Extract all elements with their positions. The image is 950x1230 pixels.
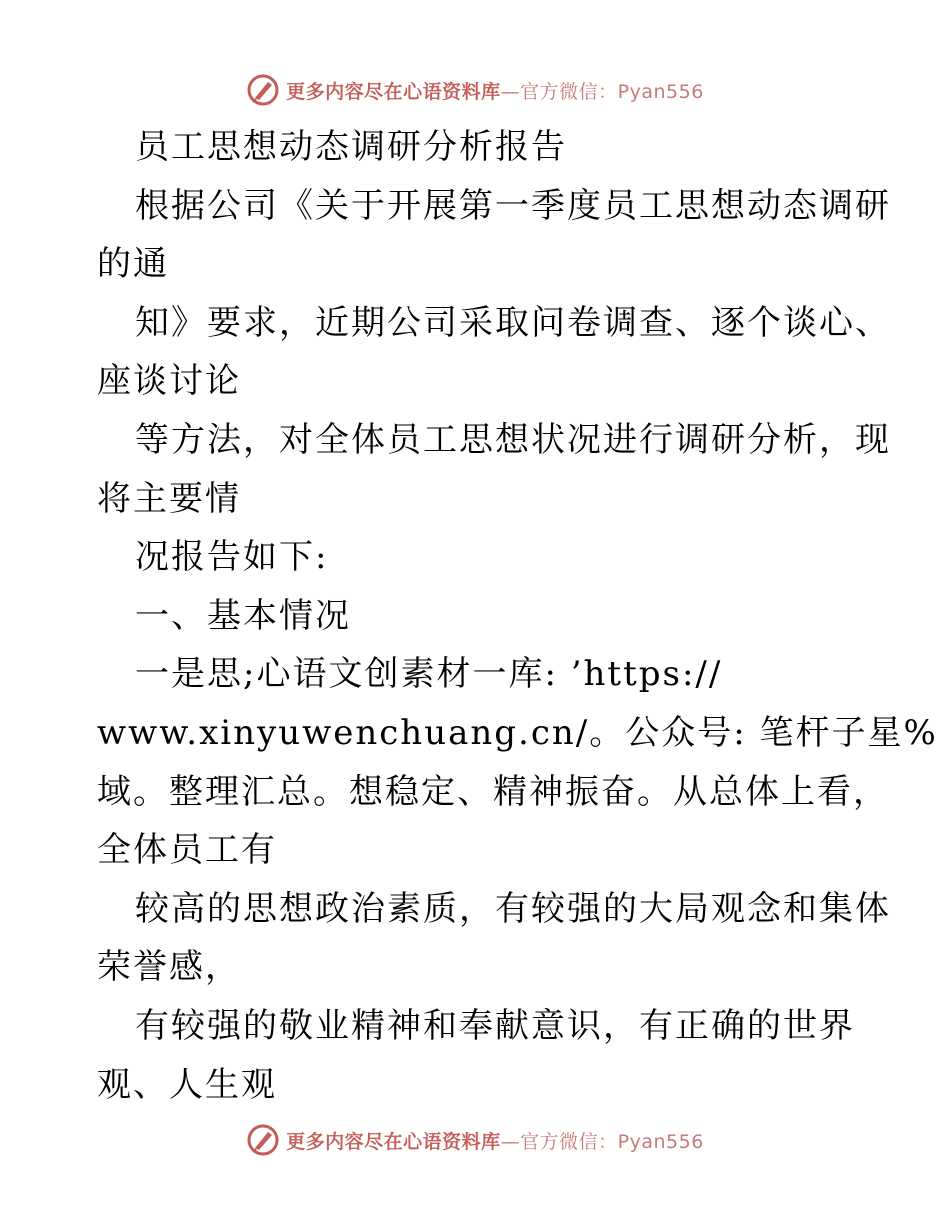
header-banner-contact: 官方微信：Pyan556 <box>520 80 704 103</box>
header-banner-brand: 更多内容尽在心语资料库 <box>286 80 501 103</box>
doc-line: 根据公司《关于开展第一季度员工思想动态调研 <box>135 185 891 226</box>
footer-banner-brand: 更多内容尽在心语资料库 <box>286 1130 501 1153</box>
header-banner-sep: — <box>500 80 521 103</box>
header-watermark-banner <box>0 70 950 110</box>
doc-line: 观、人生观 <box>97 1064 277 1105</box>
doc-line: 的通 <box>97 244 169 285</box>
doc-line: 知》要求，近期公司采取问卷调查、逐个谈心、 <box>135 302 891 343</box>
footer-banner-contact: 官方微信：Pyan556 <box>520 1130 704 1153</box>
section-heading: 一、基本情况 <box>135 595 351 636</box>
doc-line: 将主要情 <box>97 478 241 519</box>
footer-banner-sep: — <box>500 1130 521 1153</box>
doc-line: 座谈讨论 <box>97 361 241 402</box>
doc-line: 较高的思想政治素质，有较强的大局观念和集体 <box>135 888 891 929</box>
doc-line: 况报告如下: <box>135 537 329 578</box>
document-body <box>97 118 938 1114</box>
pen-logo-icon <box>246 73 280 107</box>
header-banner-text <box>286 77 704 104</box>
footer-watermark-banner <box>0 1120 950 1160</box>
footer-banner-text <box>286 1127 704 1154</box>
doc-line: 荣誉感， <box>97 947 241 988</box>
doc-line: 域。整理汇总。想稳定、精神振奋。从总体上看， <box>97 771 889 812</box>
doc-line: 全体员工有 <box>97 830 277 871</box>
doc-line: www.xinyuwenchuang.cn/。公众号: 笔杆子星% <box>97 712 938 753</box>
doc-line: 一是思;心语文创素材一库: ’https:// <box>135 654 723 695</box>
doc-line: 等方法，对全体员工思想状况进行调研分析，现 <box>135 419 891 460</box>
doc-line: 有较强的敬业精神和奉献意识，有正确的世界 <box>135 1005 855 1046</box>
pen-logo-icon <box>246 1123 280 1157</box>
doc-title: 员工思想动态调研分析报告 <box>135 127 567 167</box>
